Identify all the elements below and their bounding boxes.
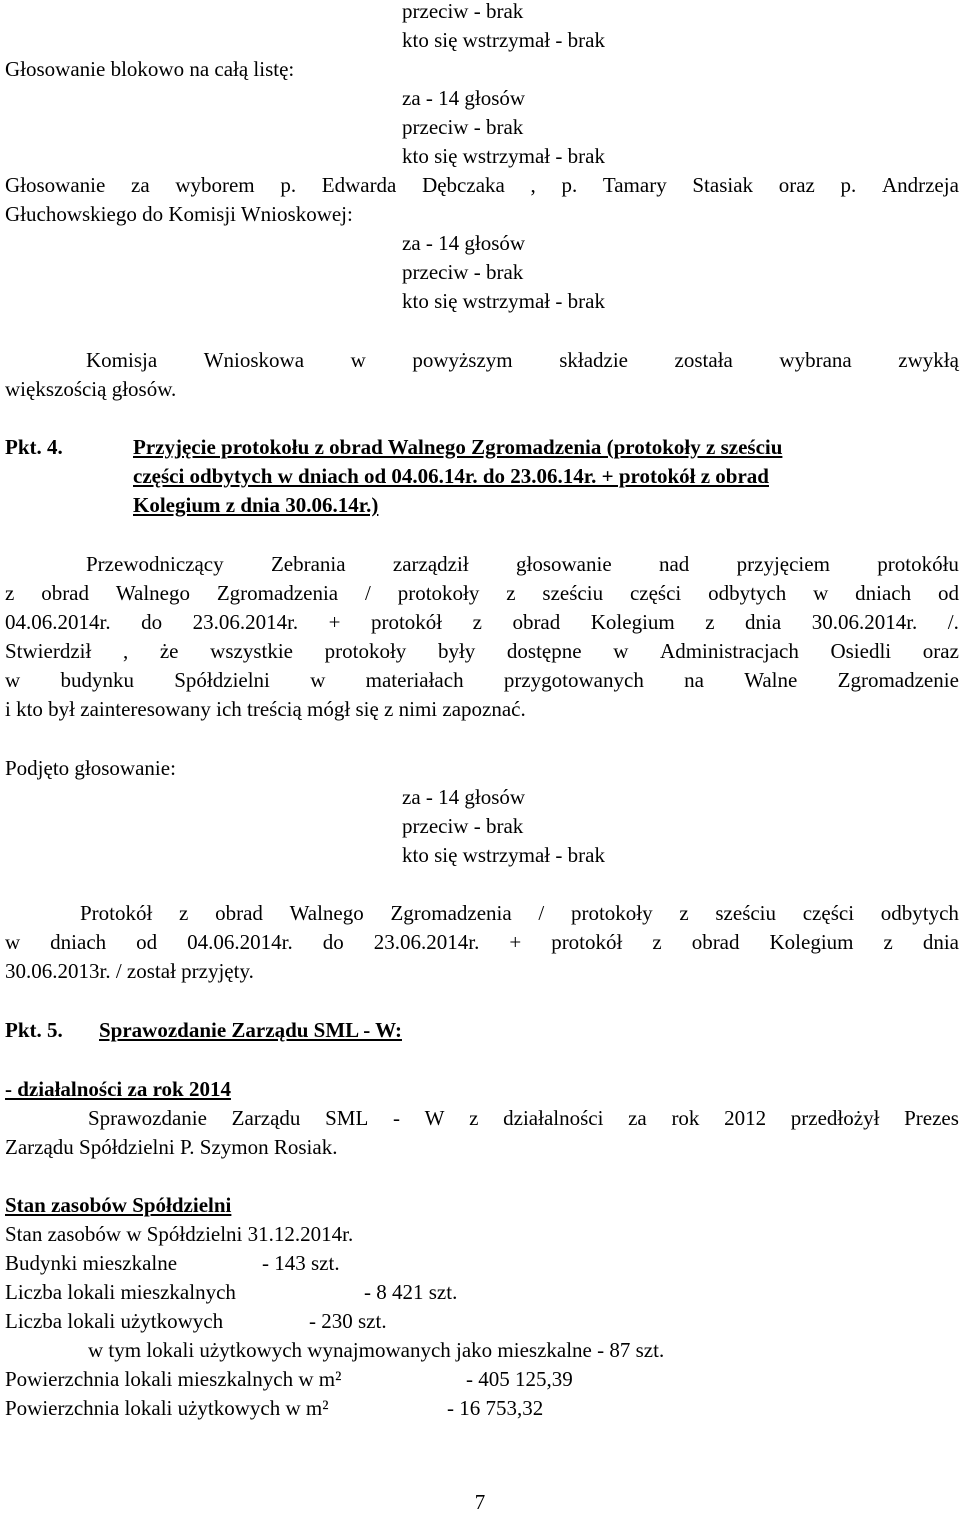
resources-line: Stan zasobów w Spółdzielni 31.12.2014r. xyxy=(5,1222,354,1246)
vote-abstained: kto się wstrzymał - brak xyxy=(402,28,605,52)
vote-against: przeciw - brak xyxy=(402,0,524,23)
commission-vote-line: Głosowanie za wyborem p. Edwarda Dębczaka , p. Tamary Stasiak oraz p. Andrzeja xyxy=(5,173,959,197)
point-heading: Kolegium z dnia 30.06.14r.) xyxy=(133,493,379,517)
vote-for: za - 14 głosów xyxy=(402,231,526,255)
vote-for: za - 14 głosów xyxy=(402,86,526,110)
vote-abstained: kto się wstrzymał - brak xyxy=(402,843,605,867)
commission-vote-line: Głuchowskiego do Komisji Wnioskowej: xyxy=(5,202,353,226)
subheading: - działalności za rok 2014 xyxy=(5,1077,231,1101)
vote-against: przeciw - brak xyxy=(402,260,524,284)
buildings-label: Budynki mieszkalne xyxy=(5,1251,178,1275)
commercial-value: - 230 szt. xyxy=(309,1309,387,1333)
block-vote-label: Głosowanie blokowo na całą listę: xyxy=(5,57,295,81)
point-heading: Sprawozdanie Zarządu SML - W: xyxy=(99,1018,402,1042)
report-line: Sprawozdanie Zarządu SML - W z działalności za rok 2012 przedłożył Prezes xyxy=(88,1106,959,1130)
result-line: Protokół z obrad Walnego Zgromadzenia / protokoły z sześciu części odbytych xyxy=(80,901,959,925)
vote-for: za - 14 głosów xyxy=(402,785,526,809)
res-area-value: - 405 125,39 xyxy=(466,1367,573,1391)
point-heading: Przyjęcie protokołu z obrad Walnego Zgromadzenia (protokoły z sześciu xyxy=(133,435,783,459)
result-line: 30.06.2013r. / został przyjęty. xyxy=(5,959,254,983)
com-area-label: Powierzchnia lokali użytkowych w m² xyxy=(5,1396,329,1420)
paragraph-line: Stwierdził , że wszystkie protokoły były dostępne w Administracjach Osiedli oraz xyxy=(5,639,959,663)
page-number: 7 xyxy=(474,1490,486,1514)
commercial-label: Liczba lokali użytkowych xyxy=(5,1309,224,1333)
vote-against: przeciw - brak xyxy=(402,814,524,838)
paragraph-line: w budynku Spółdzielni w materiałach przygotowanych na Walne Zgromadzenie xyxy=(5,668,959,692)
buildings-value: - 143 szt. xyxy=(262,1251,340,1275)
point-heading: części odbytych w dniach od 04.06.14r. do 23.06.14r. + protokół z obrad xyxy=(133,464,769,488)
point-number: Pkt. 5. xyxy=(5,1018,63,1042)
report-line: Zarządu Spółdzielni P. Szymon Rosiak. xyxy=(5,1135,338,1159)
resources-heading: Stan zasobów Spółdzielni xyxy=(5,1193,232,1217)
res-area-label: Powierzchnia lokali mieszkalnych w m² xyxy=(5,1367,342,1391)
residential-label: Liczba lokali mieszkalnych xyxy=(5,1280,236,1304)
result-line: w dniach od 04.06.2014r. do 23.06.2014r. + protokół z obrad Kolegium z dnia xyxy=(5,930,959,954)
vote-against: przeciw - brak xyxy=(402,115,524,139)
paragraph-line: i kto był zainteresowany ich treścią mógł się z nimi zapoznać. xyxy=(5,697,526,721)
paragraph-line: Przewodniczący Zebrania zarządził głosowanie nad przyjęciem protokółu xyxy=(86,552,959,576)
rented-line: w tym lokali użytkowych wynajmowanych jako mieszkalne - 87 szt. xyxy=(88,1338,665,1362)
vote-label: Podjęto głosowanie: xyxy=(5,756,176,780)
point-number: Pkt. 4. xyxy=(5,435,63,459)
paragraph-line: 04.06.2014r. do 23.06.2014r. + protokół z obrad Kolegium z dnia 30.06.2014r. /. xyxy=(5,610,959,634)
com-area-value: - 16 753,32 xyxy=(447,1396,544,1420)
vote-abstained: kto się wstrzymał - brak xyxy=(402,289,605,313)
commission-result-line: większością głosów. xyxy=(5,377,177,401)
vote-abstained: kto się wstrzymał - brak xyxy=(402,144,605,168)
commission-result-line: Komisja Wnioskowa w powyższym składzie została wybrana zwykłą xyxy=(86,348,959,372)
paragraph-line: z obrad Walnego Zgromadzenia / protokoły z sześciu części odbytych w dniach od xyxy=(5,581,959,605)
residential-value: - 8 421 szt. xyxy=(364,1280,458,1304)
